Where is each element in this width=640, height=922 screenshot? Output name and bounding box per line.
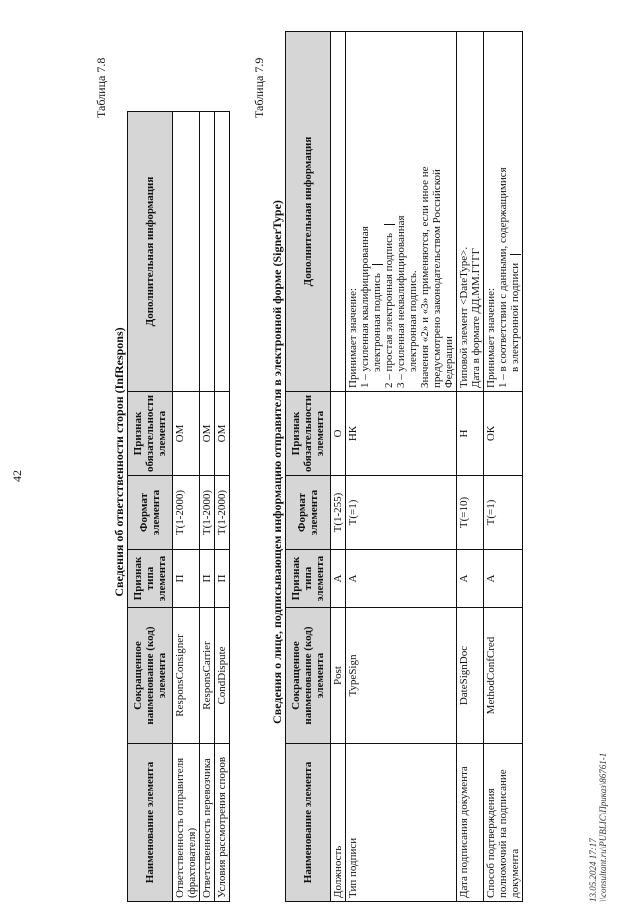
info-line: Значения «2» и «3» применяются, если иное не <box>419 166 431 388</box>
revision-mark <box>384 224 395 225</box>
info-line: электронная подпись <box>371 35 383 388</box>
table2-header-required: Признак обязательности элемента <box>286 392 331 476</box>
cell-code: TypeSign <box>346 608 457 744</box>
cell-required: НК <box>346 392 457 476</box>
info-line: 1 – в соответствии с данными, содержащимися <box>497 167 509 388</box>
info-line: 2 – простая электронная подпись <box>383 35 395 388</box>
cell-type: П <box>173 550 200 608</box>
cell-required: ОМ <box>215 392 230 476</box>
cell-code: DateSignDoc <box>457 608 484 744</box>
table-row <box>346 32 457 902</box>
table1-header-format: Формат элемента <box>128 476 173 550</box>
cell-required: Н <box>457 392 484 476</box>
cell-required: ОМ <box>200 392 215 476</box>
cell-name: Тип подписи <box>346 744 457 902</box>
cell-format: T(1-255) <box>331 476 346 550</box>
cell-type: П <box>215 550 230 608</box>
cell-code: MethodConfCred <box>484 608 523 744</box>
table1-caption: Сведения об ответственности сторон (InfRespons) <box>112 327 126 597</box>
cell-code: CondDispute <box>215 608 230 744</box>
table2-header-type: Признак типа элемента <box>286 550 331 608</box>
info-line: 3 – усиленная неквалифицированная <box>395 215 407 388</box>
stamp-line-1: 13.05.2024 17:17 <box>588 838 598 902</box>
cell-info <box>331 32 346 392</box>
cell-info <box>346 32 457 392</box>
cell-type: А <box>457 550 484 608</box>
cell-code: Post <box>331 608 346 744</box>
cell-name: Условия рассмотрения споров <box>215 744 230 902</box>
cell-format: T(=1) <box>484 476 523 550</box>
info-line: 1 – усиленная квалифицированная <box>359 226 371 388</box>
cell-type: А <box>346 550 457 608</box>
stamp-line-2: \\consultant.ru\PUBLIC\Приказ\86761-1 <box>598 752 608 902</box>
table1-header-name: Наименование элемента <box>128 744 173 902</box>
cell-type: А <box>331 550 346 608</box>
table1-header-type: Признак типа элемента <box>128 550 173 608</box>
cell-format: T(1-2000) <box>215 476 230 550</box>
table-row <box>331 32 346 902</box>
cell-code: ResponsCarrier <box>200 608 215 744</box>
cell-required: ОК <box>484 392 523 476</box>
cell-required: О <box>331 392 346 476</box>
table-row <box>215 112 230 902</box>
table2-header-info: Дополнительная информация <box>286 32 331 392</box>
table2-number-label: Таблица 7.9 <box>252 57 266 118</box>
table2-header-name: Наименование элемента <box>286 744 331 902</box>
table-row <box>457 32 484 902</box>
table-row <box>173 112 200 902</box>
info-line: Дата в формате ДД.ММ.ГГГГ <box>470 247 482 388</box>
info-line: электронная подпись. <box>407 270 419 372</box>
cell-info <box>200 112 215 392</box>
info-line: предусмотрено законодательством Российской <box>431 169 443 388</box>
info-line: Федерации <box>443 336 455 388</box>
info-line: Типовой элемент <DateТуре>. <box>458 246 470 388</box>
revision-mark <box>372 264 383 265</box>
cell-name: Ответственность перевозчика <box>200 744 215 902</box>
table1-header-info: Дополнительная информация <box>128 112 173 392</box>
table1-header-code: Сокращенное наименование (код) элемента <box>128 608 173 744</box>
table-row <box>484 32 523 902</box>
revision-mark <box>510 254 521 255</box>
cell-format: T(1-2000) <box>200 476 215 550</box>
cell-format: T(1-2000) <box>173 476 200 550</box>
cell-info <box>484 32 523 392</box>
cell-info <box>173 112 200 392</box>
signature-stamp <box>588 662 608 902</box>
info-line: Принимает значение: <box>485 287 497 388</box>
table2-signer <box>285 31 523 902</box>
cell-info <box>215 112 230 392</box>
cell-name: Способ подтверждения полномочий на подписание документа <box>484 744 523 902</box>
cell-code: ResponsConsigner <box>173 608 200 744</box>
table1-responsibility <box>127 111 230 902</box>
page-number: 42 <box>10 470 24 482</box>
table-row <box>200 112 215 902</box>
cell-type: А <box>484 550 523 608</box>
cell-info <box>457 32 484 392</box>
cell-format: T(=10) <box>457 476 484 550</box>
cell-format: T(=1) <box>346 476 457 550</box>
table2-header-format: Формат элемента <box>286 476 331 550</box>
table1-header-required: Признак обязательности элемента <box>128 392 173 476</box>
info-line: Принимает значение: <box>347 287 359 388</box>
cell-required: ОМ <box>173 392 200 476</box>
table1-number-label: Таблица 7.8 <box>94 57 108 118</box>
table2-caption: Сведения о лице, подписывающем информацию отправителя в электронной форме (SignerType) <box>270 200 284 724</box>
info-line: в электронной подписи <box>509 35 521 388</box>
cell-name: Ответственность отправителя (фрахтователя) <box>173 744 200 902</box>
cell-type: П <box>200 550 215 608</box>
cell-name: Дата подписания документа <box>457 744 484 902</box>
table2-header-code: Сокращенное наименование (код) элемента <box>286 608 331 744</box>
cell-name: Должность <box>331 744 346 902</box>
